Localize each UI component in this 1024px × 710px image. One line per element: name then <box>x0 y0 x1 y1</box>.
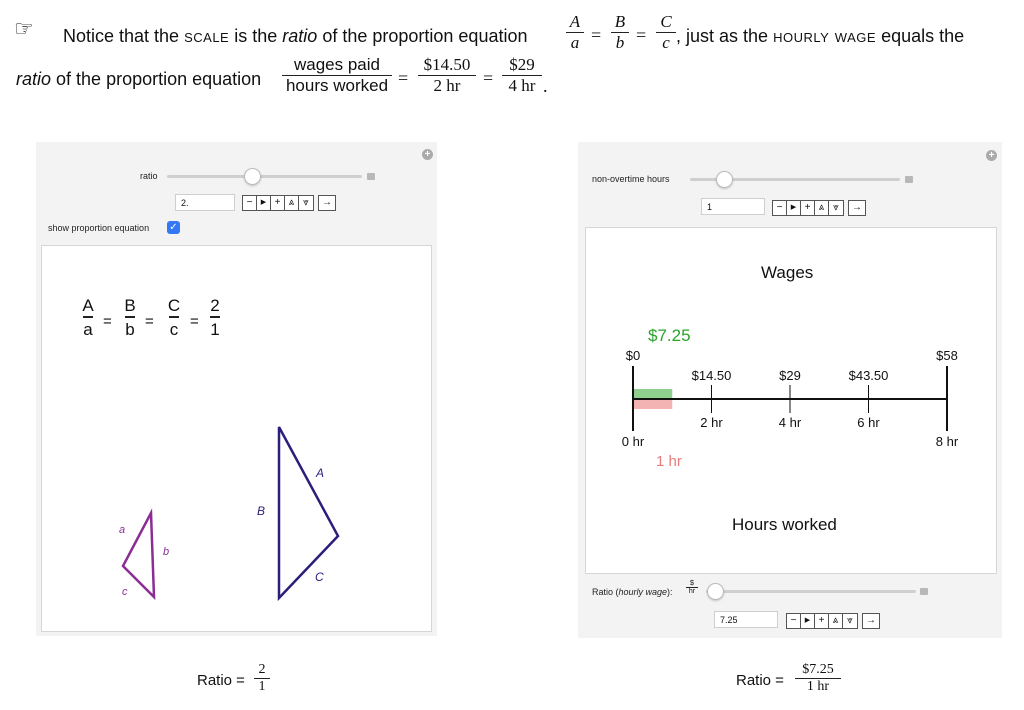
step-forward-button[interactable]: + <box>271 196 285 210</box>
ratio-slider-label: ratio <box>140 171 158 181</box>
left-caption-fraction: $\frac{2}{1}$ <box>254 662 270 695</box>
prop-frac-2-1: 2 1 <box>210 296 220 339</box>
equals-sign: = <box>145 313 154 330</box>
ratio-slider-knob[interactable] <box>244 168 261 185</box>
add-icon[interactable]: + <box>986 150 997 161</box>
play-button[interactable]: ▶ <box>801 614 815 628</box>
equals-sign: = <box>636 25 647 45</box>
wage-tick-label: $0 <box>625 348 641 363</box>
ratio-hourly-wage-label: Ratio (hourly wage): <box>592 587 673 597</box>
equals-sign: = <box>103 313 112 330</box>
slower-button[interactable]: ⩔ <box>833 202 839 213</box>
step-forward-button[interactable]: + <box>815 614 829 628</box>
hand-pointer-icon: ☞ <box>14 16 34 41</box>
axis-label: Hours worked <box>732 515 837 534</box>
wage-ratio-animation-controls <box>786 613 880 629</box>
faster-button[interactable]: ⩓ <box>815 201 829 215</box>
ratio-fraction-29: $\frac{\$29}{4 hr}$ <box>502 55 542 96</box>
wage-tick-label: $58 <box>936 348 958 363</box>
hours-highlight-bar <box>633 400 672 409</box>
equals-sign: = <box>190 313 199 330</box>
ratio-animation-controls <box>242 195 336 211</box>
small-tri-label-a: a <box>119 524 126 536</box>
direction-button[interactable]: → <box>848 200 866 216</box>
ratio-value-field[interactable]: 2. <box>175 194 235 211</box>
play-button[interactable]: ▶ <box>257 196 271 210</box>
wage-highlight-bar <box>633 389 672 398</box>
triangles-figure <box>41 245 430 630</box>
hour-tick-label: 6 hr <box>857 415 880 430</box>
eq-frac-B-b: $\frac{B}{b}$ <box>611 12 629 53</box>
ratio-slider-toggle[interactable] <box>367 173 375 180</box>
right-caption-label: Ratio = <box>736 672 784 689</box>
step-back-button[interactable]: − <box>773 201 787 215</box>
wages-per-hours-fraction: wages paid hours worked <box>282 55 392 96</box>
wage-ratio-slider[interactable] <box>706 590 916 593</box>
wage-ratio-slider-toggle[interactable] <box>920 588 928 595</box>
period: . <box>543 76 548 96</box>
ratio-slider[interactable] <box>167 175 362 178</box>
intro-text-1: Notice that the scale is the ratio of the proportion equation <box>63 26 528 46</box>
right-caption-fraction: $\frac{\$7.25}{1 hr}$ <box>795 662 841 695</box>
step-forward-button[interactable]: + <box>801 201 815 215</box>
eq-frac-C-c: $\frac{C}{c}$ <box>656 12 676 53</box>
ratio-fraction-14-50: $\frac{\$14.50}{2 hr}$ <box>418 55 476 96</box>
hour-tick-label: 2 hr <box>700 415 723 430</box>
hours-value-field[interactable]: 1 <box>701 198 765 215</box>
equals-sign: = <box>591 25 602 45</box>
hours-slider-toggle[interactable] <box>905 176 913 183</box>
ratio-unit-fraction: $ hr <box>686 580 698 595</box>
slower-button[interactable]: ⩔ <box>303 197 309 208</box>
big-tri-label-C: C <box>315 570 324 584</box>
highlight-hours-label: 1 hr <box>656 453 682 470</box>
prop-frac-A-a: A a <box>82 296 94 339</box>
highlight-wage-label: $7.25 <box>648 326 691 345</box>
step-back-button[interactable]: − <box>787 614 801 628</box>
wage-tick-label: $29 <box>779 368 801 383</box>
hours-slider-label: non-overtime hours <box>592 174 670 184</box>
direction-button[interactable]: → <box>318 195 336 211</box>
show-equation-checkbox[interactable]: ✓ <box>167 221 180 234</box>
prop-frac-B-b: B b <box>124 296 136 339</box>
big-triangle <box>279 427 338 598</box>
hours-animation-controls <box>772 200 866 216</box>
hour-tick-label: 4 hr <box>778 415 802 430</box>
big-tri-label-A: A <box>316 466 325 480</box>
step-back-button[interactable]: − <box>243 196 257 210</box>
eq-frac-A-a: $\frac{A}{a}$ <box>566 12 584 53</box>
wage-tick-label: $14.50 <box>691 368 732 383</box>
add-icon[interactable]: + <box>422 149 433 160</box>
wage-ratio-slider-knob[interactable] <box>707 583 724 600</box>
wage-tick-label: $43.50 <box>848 368 889 383</box>
equals-sign: = <box>483 68 494 88</box>
intro-text-2: ratio of the proportion equation <box>16 69 262 89</box>
hour-tick-label: 8 hr <box>935 434 959 449</box>
hours-slider-knob[interactable] <box>716 171 733 188</box>
slower-button[interactable]: ⩔ <box>847 615 853 626</box>
direction-button[interactable]: → <box>862 613 880 629</box>
small-tri-label-c: c <box>122 586 128 598</box>
chart-title: Wages <box>761 263 814 282</box>
faster-button[interactable]: ⩓ <box>829 614 843 628</box>
play-button[interactable]: ▶ <box>787 201 801 215</box>
small-triangle <box>123 513 154 597</box>
wage-number-line <box>585 227 995 572</box>
intro-text-1b: , just as the hourly wage equals the <box>676 26 965 46</box>
show-equation-label: show proportion equation <box>48 223 150 233</box>
faster-button[interactable]: ⩓ <box>285 196 299 210</box>
small-tri-label-b: b <box>163 546 170 558</box>
hour-tick-label: 0 hr <box>621 434 645 449</box>
prop-frac-C-c: C c <box>167 296 181 339</box>
left-caption-label: Ratio = <box>197 672 245 689</box>
equals-sign: = <box>398 68 409 88</box>
big-tri-label-B: B <box>257 504 266 518</box>
wage-ratio-value-field[interactable]: 7.25 <box>714 611 778 628</box>
